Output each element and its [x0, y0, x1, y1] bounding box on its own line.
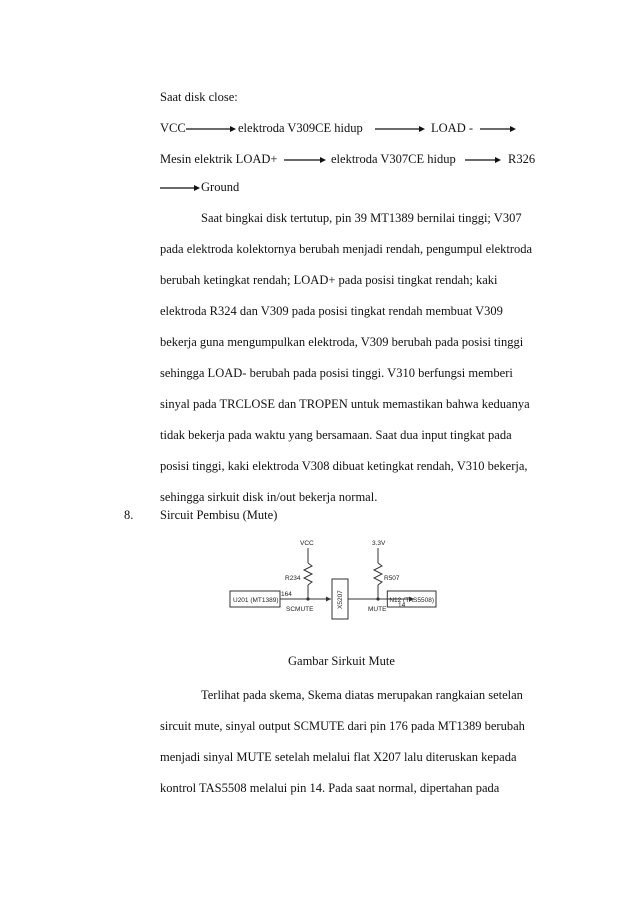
paragraph-line: bekerja guna mengumpulkan elektroda, V309 berubah pada posisi tinggi — [160, 335, 524, 349]
section-number: 8. — [124, 508, 134, 522]
paragraph-line: Saat bingkai disk tertutup, pin 39 MT1389 bernilai tinggi; V307 — [201, 211, 522, 225]
paragraph-line: sinyal pada TRCLOSE dan TROPEN untuk memastikan bahwa keduanya — [160, 397, 530, 411]
paragraph-2 — [160, 680, 547, 804]
diagram-label-r507: R507 — [384, 575, 400, 582]
resistor-r234 — [304, 563, 312, 585]
diagram-label-pin164: 164 — [281, 591, 292, 598]
paragraph-line: sehingga LOAD- berubah pada posisi tinggi. V310 berfungsi memberi — [160, 366, 513, 380]
resistor-r507 — [374, 563, 382, 585]
figure-caption: Gambar Sirkuit Mute — [288, 654, 395, 668]
arrow-icon — [284, 156, 326, 164]
flow-load-minus: LOAD - — [431, 121, 474, 135]
section-title: Sircuit Pembisu (Mute) — [160, 508, 278, 522]
diagram-label-r234: R234 — [285, 575, 301, 582]
paragraph-line: sircuit mute, sinyal output SCMUTE dari pin 176 pada MT1389 berubah — [160, 719, 525, 733]
flow-ground: Ground — [201, 180, 240, 194]
diagram-label-u201: U201 (MT1389) — [233, 597, 279, 604]
flow-load-plus: Mesin elektrik LOAD+ — [160, 152, 278, 166]
flow-v307: elektroda V307CE hidup — [331, 152, 456, 166]
flow-r326: R326 — [508, 152, 536, 166]
flow-vcc: VCC — [160, 121, 186, 135]
disk-close-heading: Saat disk close: — [160, 90, 238, 104]
diagram-label-3v3: 3.3V — [372, 540, 386, 547]
paragraph-line: elektroda R324 dan V309 pada posisi tingkat rendah membuat V309 — [160, 304, 503, 318]
mute-circuit-diagram — [228, 535, 438, 627]
arrow-icon — [160, 184, 200, 192]
paragraph-line: pada elektroda kolektornya berubah menjadi rendah, pengumpul elektroda — [160, 242, 533, 256]
flow-v309: elektroda V309CE hidup — [238, 121, 363, 135]
diagram-label-scmute: SCMUTE — [286, 606, 314, 613]
diagram-label-mute: MUTE — [368, 606, 387, 613]
arrow-icon — [375, 125, 425, 133]
diagram-label-pin14: 14 — [398, 602, 406, 609]
paragraph-line: sehingga sirkuit disk in/out bekerja normal. — [160, 490, 378, 504]
paragraph-line: posisi tinggi, kaki elektroda V308 dibuat ketingkat rendah, V310 bekerja, — [160, 459, 528, 473]
arrow-icon — [480, 125, 516, 133]
diagram-label-x207: X5207 — [337, 590, 344, 609]
paragraph-line: menjadi sinyal MUTE setelah melalui flat X207 lalu diteruskan kepada — [160, 750, 517, 764]
arrow-icon — [186, 125, 236, 133]
diagram-label-vcc: VCC — [300, 540, 314, 547]
diagram-label-n12: N12 (TAS5508) — [389, 597, 434, 604]
paragraph-1 — [160, 203, 547, 513]
arrow-icon — [465, 156, 501, 164]
paragraph-line: kontrol TAS5508 melalui pin 14. Pada saat normal, dipertahan pada — [160, 781, 500, 795]
paragraph-line: tidak bekerja pada waktu yang bersamaan. Saat dua input tingkat pada — [160, 428, 512, 442]
paragraph-line: Terlihat pada skema, Skema diatas merupakan rangkaian setelan — [201, 688, 523, 702]
paragraph-line: berubah ketingkat rendah; LOAD+ pada posisi tingkat rendah; kaki — [160, 273, 498, 287]
